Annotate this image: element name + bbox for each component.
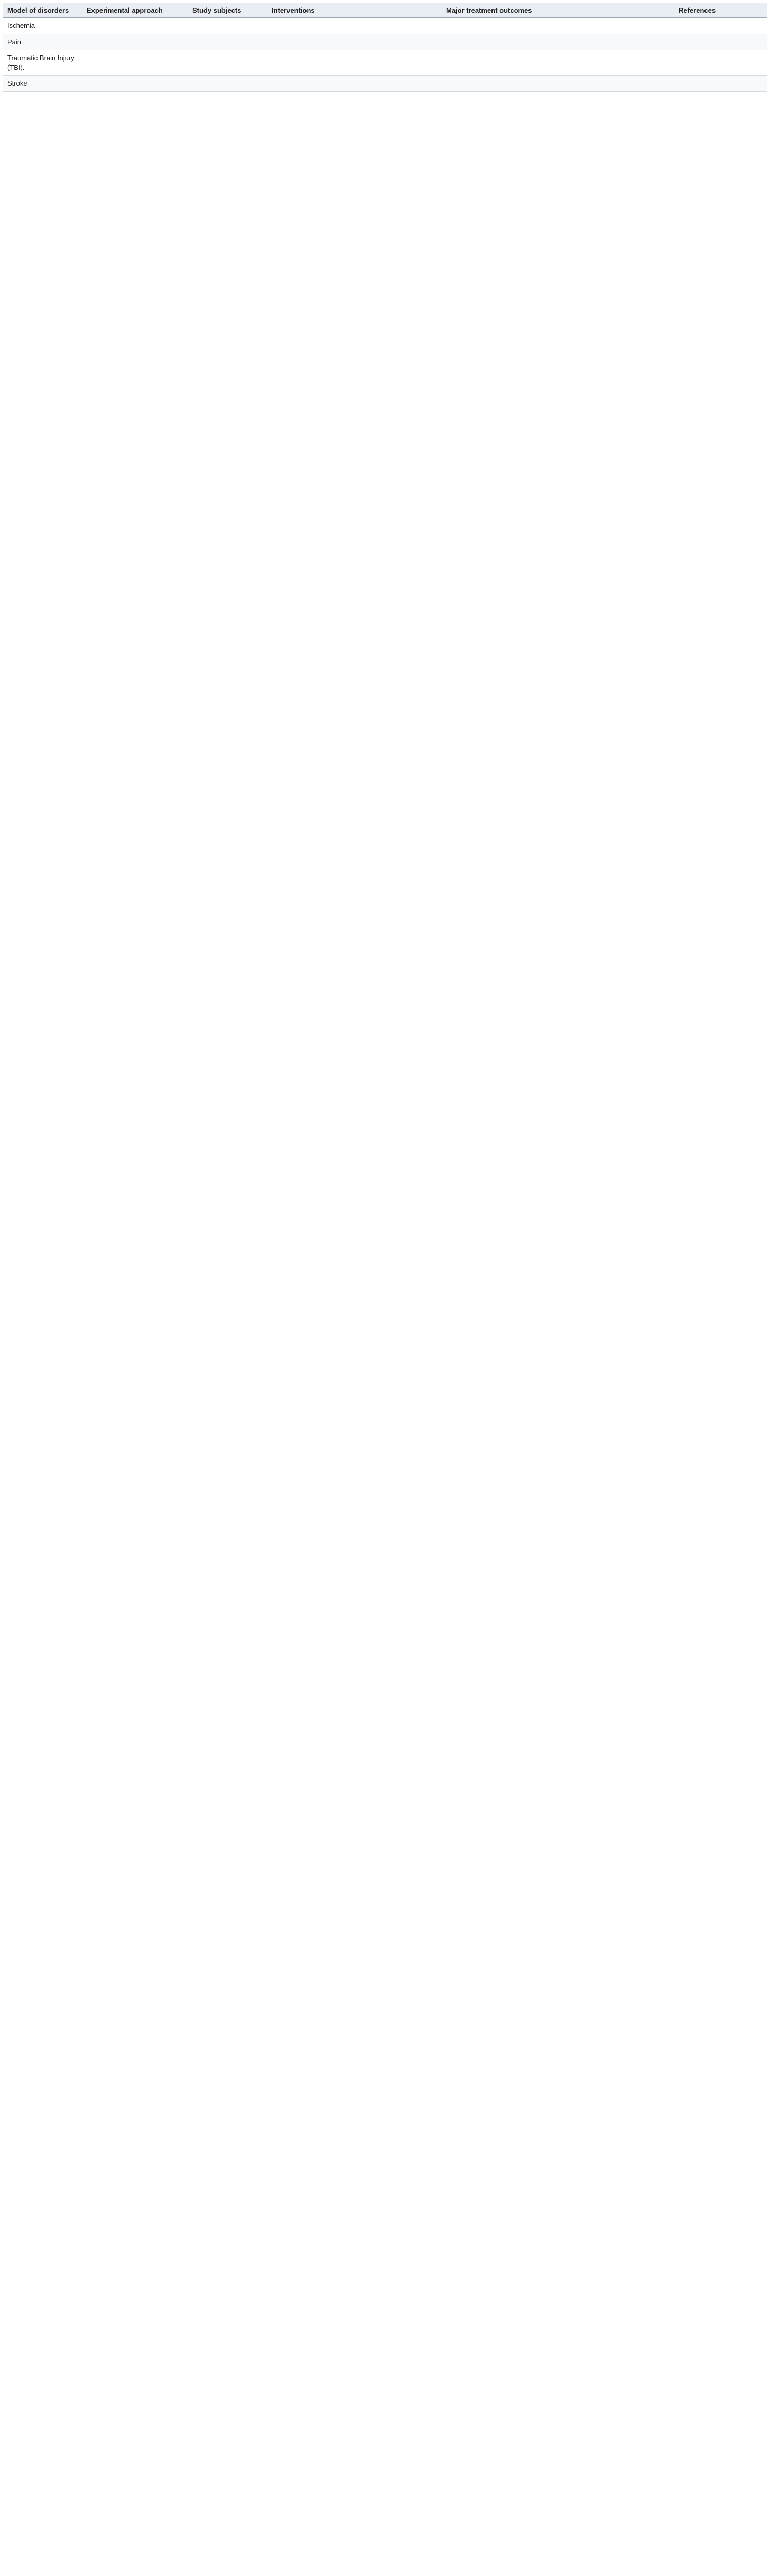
- outcomes-cell: [442, 50, 674, 76]
- outcomes-cell: [442, 34, 674, 50]
- table-row: [3, 76, 767, 92]
- header-outcomes: Major treatment outcomes: [442, 3, 674, 18]
- table-row: [3, 18, 767, 34]
- data-table-wrapper: [3, 3, 767, 92]
- subjects-cell: [188, 18, 267, 34]
- header-subjects: Study subjects: [188, 3, 267, 18]
- header-model: Model of disorders: [3, 3, 82, 18]
- header-interventions: Interventions: [267, 3, 442, 18]
- reference-cell: [674, 50, 767, 76]
- subjects-cell: [188, 34, 267, 50]
- model-cell: Traumatic Brain Injury (TBI).: [3, 50, 82, 76]
- model-cell: Ischemia: [3, 18, 82, 34]
- model-cell: Pain: [3, 34, 82, 50]
- subjects-cell: [188, 50, 267, 76]
- header-references: References: [674, 3, 767, 18]
- header-approach: Experimental approach: [82, 3, 188, 18]
- model-cell: Stroke: [3, 76, 82, 92]
- subjects-cell: [188, 76, 267, 92]
- treatment-outcomes-table: [3, 3, 767, 92]
- reference-cell: [674, 34, 767, 50]
- reference-cell: [674, 76, 767, 92]
- approach-cell: [82, 76, 188, 92]
- interventions-cell: [267, 18, 442, 34]
- table-row: [3, 50, 767, 76]
- approach-cell: [82, 34, 188, 50]
- table-body: [3, 18, 767, 92]
- approach-cell: [82, 18, 188, 34]
- table-row: [3, 34, 767, 50]
- table-header-row: [3, 3, 767, 18]
- approach-cell: [82, 50, 188, 76]
- reference-cell: [674, 18, 767, 34]
- interventions-cell: [267, 34, 442, 50]
- outcomes-cell: [442, 18, 674, 34]
- interventions-cell: [267, 50, 442, 76]
- interventions-cell: [267, 76, 442, 92]
- outcomes-cell: [442, 76, 674, 92]
